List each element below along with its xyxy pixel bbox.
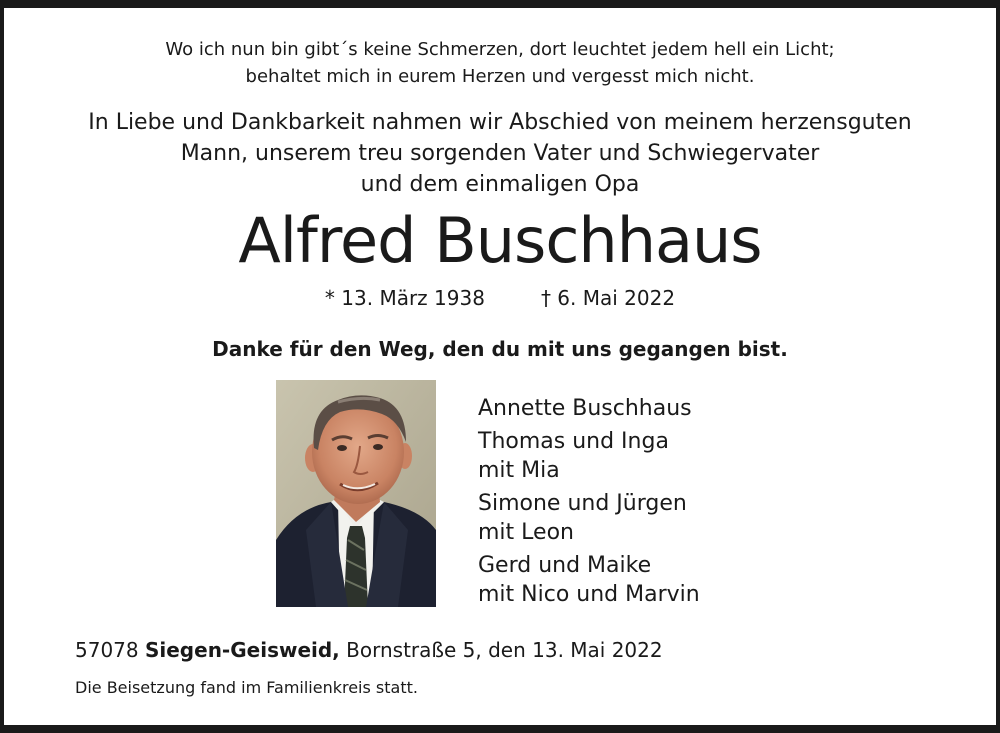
mourner-group xyxy=(478,427,700,486)
mourner-name: Simone und Jürgen xyxy=(478,490,687,516)
postcode: 57078 xyxy=(75,638,139,662)
mourner-name: Gerd und Maike xyxy=(478,552,652,578)
verse xyxy=(0,36,1000,90)
birth-date: * 13. März 1938 xyxy=(324,286,485,310)
death-date: † 6. Mai 2022 xyxy=(540,286,676,310)
verse-line-2: behaltet mich in eurem Herzen und vergesst mich nicht. xyxy=(245,66,755,87)
verse-line-1: Wo ich nun bin gibt´s keine Schmerzen, dort leuchtet jedem hell ein Licht; xyxy=(165,39,835,60)
mourner-name: Thomas und Inga xyxy=(478,428,669,454)
thanks-line: Danke für den Weg, den du mit uns gegangen bist. xyxy=(212,337,788,361)
mourner-children: mit Leon xyxy=(478,520,574,545)
portrait-illustration xyxy=(276,380,436,607)
intro-line-2: Mann, unserem treu sorgenden Vater und Schwiegervater xyxy=(180,141,820,166)
address-line xyxy=(75,636,663,664)
deceased-name: Alfred Buschhaus xyxy=(238,204,762,277)
burial-note: Die Beisetzung fand im Familienkreis statt. xyxy=(75,678,418,697)
portrait-photo xyxy=(276,380,436,607)
mourners-list xyxy=(478,394,700,613)
intro-text xyxy=(0,107,1000,200)
mourner-group xyxy=(478,489,700,548)
mourner-group xyxy=(478,551,700,610)
mourner-children: mit Mia xyxy=(478,458,560,483)
mourner-children: mit Nico und Marvin xyxy=(478,582,700,607)
life-dates xyxy=(0,284,1000,312)
mourner-name: Annette Buschhaus xyxy=(478,396,692,421)
intro-line-3: und dem einmaligen Opa xyxy=(360,172,640,197)
city: Siegen-Geisweid, xyxy=(144,638,340,662)
mourner-group xyxy=(478,394,700,424)
street-date: Bornstraße 5, den 13. Mai 2022 xyxy=(346,638,663,662)
intro-line-1: In Liebe und Dankbarkeit nahmen wir Abschied von meinem herzensguten xyxy=(88,110,912,135)
